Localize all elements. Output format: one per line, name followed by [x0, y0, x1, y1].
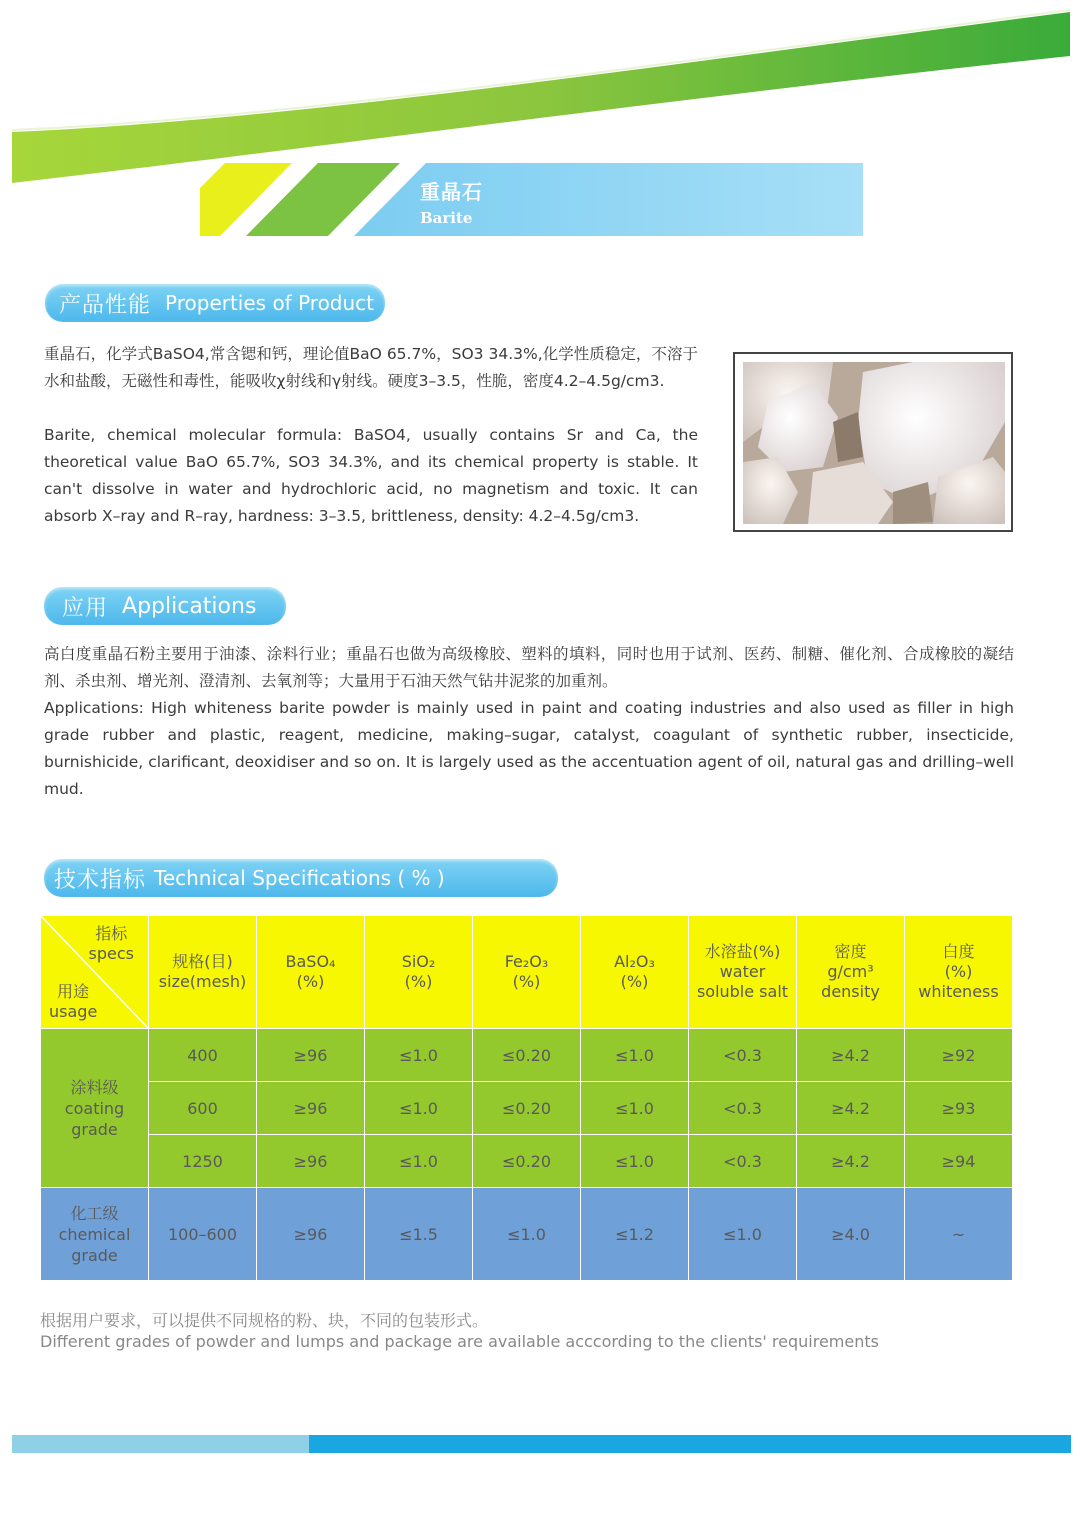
applications-heading-cn: 应用: [62, 595, 109, 621]
table-cell: ≤1.0: [581, 1135, 689, 1188]
table-cell: ≥4.0: [797, 1188, 905, 1281]
table-cell: ≤0.20: [473, 1135, 581, 1188]
corner-specs-cn: 指标: [95, 924, 128, 943]
table-cell: ≥4.2: [797, 1082, 905, 1135]
table-cell: ≤1.0: [581, 1029, 689, 1082]
table-cell: 400: [149, 1029, 257, 1082]
table-cell: 100–600: [149, 1188, 257, 1281]
title-band: [200, 163, 863, 236]
column-header: 规格(目) size(mesh): [149, 916, 257, 1029]
barite-rock-photo-icon: [743, 362, 1005, 524]
column-header: SiO₂ (%): [365, 916, 473, 1029]
bottom-bar-dark: [309, 1435, 1071, 1453]
table-cell: ≥96: [257, 1188, 365, 1281]
footnote-cn: 根据用户要求，可以提供不同规格的粉、块，不同的包装形式。: [40, 1311, 489, 1330]
table-cell: ≥96: [257, 1082, 365, 1135]
table-cell: <0.3: [689, 1135, 797, 1188]
table-cell: ≤1.0: [581, 1082, 689, 1135]
corner-usage-cn: 用途: [57, 982, 90, 1001]
table-cell: ≤1.0: [473, 1188, 581, 1281]
table-row: [41, 1082, 1013, 1135]
properties-heading-en: Properties of Product: [165, 291, 375, 315]
properties-text-cn: 重晶石，化学式BaSO4,常含锶和钙，理论值BaO 65.7%，SO3 34.3%,化学性质稳定，不溶于水和盐酸，无磁性和毒性，能吸收χ射线和γ射线。硬度3–3.5，性脆，密度4.2–4.5g/cm3.: [44, 345, 698, 390]
bottom-bar-light: [12, 1435, 309, 1453]
chemical-grade-label: 化工级 chemical grade: [41, 1188, 149, 1281]
table-cell: <0.3: [689, 1029, 797, 1082]
table-row: [41, 1135, 1013, 1188]
column-header: 水溶盐(%) water soluble salt: [689, 916, 797, 1029]
column-header: BaSO₄ (%): [257, 916, 365, 1029]
specs-heading: [44, 859, 558, 897]
coating-grade-label: 涂料级 coating grade: [41, 1029, 149, 1188]
table-cell: 1250: [149, 1135, 257, 1188]
table-row: [41, 1029, 1013, 1082]
table-header-row: [41, 916, 1013, 1029]
column-header: 白度 (%) whiteness: [905, 916, 1013, 1029]
table-cell: 600: [149, 1082, 257, 1135]
table-cell: ≤1.0: [365, 1135, 473, 1188]
column-header: Al₂O₃ (%): [581, 916, 689, 1029]
table-cell: ≤1.5: [365, 1188, 473, 1281]
page-title-cn: 重晶石: [420, 180, 483, 204]
table-cell: ≤1.2: [581, 1188, 689, 1281]
table-cell: ≤0.20: [473, 1029, 581, 1082]
column-header: Fe₂O₃ (%): [473, 916, 581, 1029]
table-cell: ≥94: [905, 1135, 1013, 1188]
properties-text-en: Barite, chemical molecular formula: BaSO4, usually contains Sr and Ca, the theoretical value BaO 65.7%, SO3 34.3%, and its chemical property is stable. It can't dissolve in water and hydrochloric acid, no magnetism and toxic. It can absorb X–ray and R–ray, hardness: 3–3.5, brittleness, density: 4.2–4.5g/cm3.: [44, 426, 698, 525]
page-title-en: Barite: [420, 209, 473, 227]
table-cell: ≤1.0: [365, 1082, 473, 1135]
properties-heading: [45, 284, 385, 322]
specs-heading-cn: 技术指标: [54, 867, 147, 893]
table-cell: <0.3: [689, 1082, 797, 1135]
table-cell: ≥96: [257, 1135, 365, 1188]
table-row: [41, 1188, 1013, 1281]
table-cell: ≥93: [905, 1082, 1013, 1135]
table-cell: ≤0.20: [473, 1082, 581, 1135]
footnote-en: Different grades of powder and lumps and package are available acccording to the clients' requirements: [40, 1332, 879, 1351]
table-cell: ≥4.2: [797, 1135, 905, 1188]
table-cell: ≤1.0: [689, 1188, 797, 1281]
specs-heading-en: Technical Specifications ( % ): [154, 866, 445, 890]
applications-text-en: Applications: High whiteness barite powder is mainly used in paint and coating industries and also used as filler in high grade rubber and plastic, reagent, medicine, making–sugar, catalyst, coagulant of synthetic rubber, insecticide, burnishicide, clarificant, deoxidiser and so on. It is largely used as the accentuation agent of oil, natural gas and drilling–well mud.: [44, 699, 1014, 798]
barite-photo-frame: [733, 352, 1013, 532]
applications-text-cn: 高白度重晶石粉主要用于油漆、涂料行业；重晶石也做为高级橡胶、塑料的填料，同时也用于试剂、医药、制糖、催化剂、合成橡胶的凝结剂、杀虫剂、增光剂、澄清剂、去氧剂等；大量用于石油天然气钻井泥浆的加重剂。: [44, 645, 1014, 690]
table-corner-cell: [41, 916, 149, 1029]
table-cell: ~: [905, 1188, 1013, 1281]
table-cell: ≥92: [905, 1029, 1013, 1082]
properties-heading-cn: 产品性能: [59, 292, 152, 318]
corner-specs-en: specs: [88, 944, 134, 963]
table-cell: ≥96: [257, 1029, 365, 1082]
specifications-table: [40, 915, 1013, 1281]
table-cell: ≥4.2: [797, 1029, 905, 1082]
table-cell: ≤1.0: [365, 1029, 473, 1082]
applications-heading: [44, 587, 286, 625]
applications-heading-en: Applications: [122, 593, 257, 619]
corner-usage-en: usage: [49, 1002, 98, 1021]
column-header: 密度 g/cm³ density: [797, 916, 905, 1029]
